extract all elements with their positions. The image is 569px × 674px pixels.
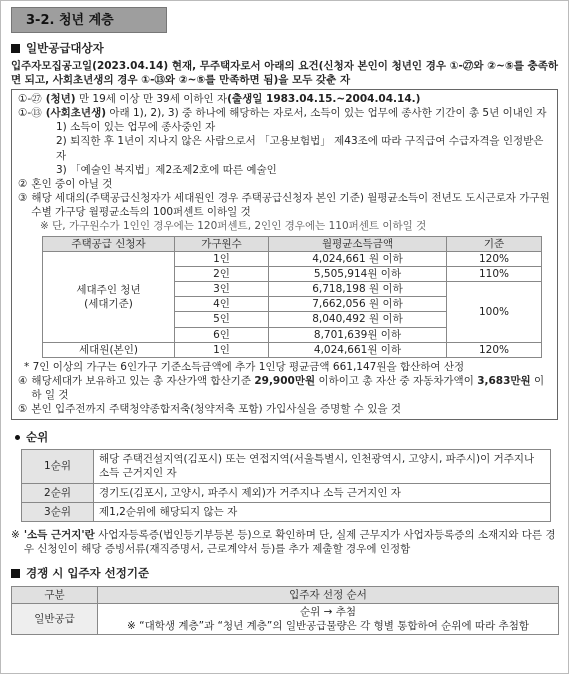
table-row: 5인 8,040,492 원 이하 — [43, 312, 542, 327]
col-order: 입주자 선정 순서 — [98, 586, 559, 603]
col-category: 구분 — [12, 586, 98, 603]
table-row: 1순위 해당 주택건설지역(김포시) 또는 연접지역(서울특별시, 인천광역시, 고양시, 파주시)이 거주지나 소득 근거지인 자 — [22, 450, 551, 483]
square-bullet-icon — [11, 44, 20, 53]
col-standard: 기준 — [447, 236, 542, 251]
group-member: 세대원(본인) — [43, 342, 175, 357]
general-supply-lead: 입주자모집공고일(2023.04.14) 현재, 무주택자로서 아래의 요건(신청자 본인이 청년인 경우 ①-㉗와 ②~⑤를 충족하면 되고, 사회초년생의 경우 ①-⑬와 ②~⑤를 만족하면 됨)을 모두 갖춘 자 — [11, 59, 558, 86]
section-title: 3-2. 청년 계층 — [11, 7, 167, 33]
income-after-note: * 7인 이상의 가구는 6인가구 기준소득금액에 추가 1인당 평균금액 661,147원을 합산하여 산정 — [24, 360, 465, 373]
income-base-note: ※ '소득 근거지'란 사업자등록증(법인등기부등본 등)으로 확인하며 단, 실제 근무지가 사업자등록증의 소재지와 다른 경우 신청인이 해당 증빙서류(재직증명서, 근로계약서 등)를 추가 제출할 경우에 인정함 — [11, 528, 556, 556]
selection-table — [11, 586, 559, 636]
col-applicant: 주택공급 신청자 — [43, 236, 175, 251]
req-new-worker: ①-⑬ (사회초년생) 아래 1), 2), 3) 중 하나에 해당하는 자로서, 소득이 있는 업무에 종사한 기간이 총 5년 이내인 자 — [18, 107, 547, 120]
req-unmarried: ② 혼인 중이 아닐 것 — [18, 177, 113, 190]
req-assets: ④ 해당세대가 보유하고 있는 총 자산가액 합산기준 29,900만원 이하이고 총 자산 중 자동차가액이 3,683만원 이하 일 것 — [18, 375, 545, 402]
req-savings: ⑤ 본인 입주전까지 주택청약종합저축(청약저축 포함) 가입사실을 증명할 수 있을 것 — [18, 403, 402, 416]
col-household: 가구원수 — [175, 236, 269, 251]
table-row: 세대원(본인) 1인 4,024,661원 이하 120% — [43, 342, 542, 357]
col-income: 월평균소득금액 — [269, 236, 447, 251]
req-income-note: ※ 단, 가구원수가 1인인 경우에는 120퍼센트, 2인인 경우에는 110퍼센트 이하일 것 — [40, 220, 427, 233]
rank-table — [21, 449, 551, 522]
req-sub-2: 2) 퇴직한 후 1년이 지나지 않은 사람으로서 「고용보험법」 제43조에 따라 구직급여 수급자격을 인정받은 자 — [56, 135, 544, 162]
requirements-box — [11, 89, 558, 420]
income-table — [42, 236, 542, 358]
dot-bullet-icon — [15, 435, 20, 440]
table-row: 3인 6,718,198 원 이하 100% — [43, 282, 542, 297]
req-income: ③ 해당 세대의(주택공급신청자가 세대원인 경우 주택공급신청자 본인 기준) 월평균소득이 전년도 도시근로자 가구원수별 가구당 월평균소득의 100퍼센트 이하일 것 — [18, 192, 550, 219]
req-sub-1: 1) 소득이 있는 업무에 종사중인 자 — [56, 121, 216, 134]
table-row: 2인 5,505,914원 이하 110% — [43, 266, 542, 281]
table-row: 2순위 경기도(김포시, 고양시, 파주시 제외)가 거주지나 소득 근거지인 자 — [22, 483, 551, 502]
selection-heading: 경쟁 시 입주자 선정기준 — [11, 566, 558, 582]
table-row: 6인 8,701,639원 이하 — [43, 327, 542, 342]
table-row: 3순위 제1,2순위에 해당되지 않는 자 — [22, 502, 551, 521]
general-supply-heading: 일반공급대상자 — [11, 41, 558, 57]
table-row: 일반공급 순위 → 추첨 ※ “대학생 계층”과 “청년 계층”의 일반공급물량은 각 형별 통합하여 순위에 따라 추첨함 — [12, 603, 559, 634]
table-row: 4인 7,662,056 원 이하 — [43, 297, 542, 312]
group-householder: 세대주인 청년 (세대기준) — [43, 251, 175, 342]
req-sub-3: 3) 「예술인 복지법」제2조제2호에 따른 예술인 — [56, 163, 277, 176]
req-youth: ①-㉗ (청년) 만 19세 이상 만 39세 이하인 자(출생일 1983.04.15.~2004.04.14.) — [18, 92, 421, 105]
square-bullet-icon — [11, 569, 20, 578]
rank-heading: 순위 — [11, 430, 558, 446]
table-row: 세대주인 청년 (세대기준) 1인 4,024,661 원 이하 120% — [43, 251, 542, 266]
